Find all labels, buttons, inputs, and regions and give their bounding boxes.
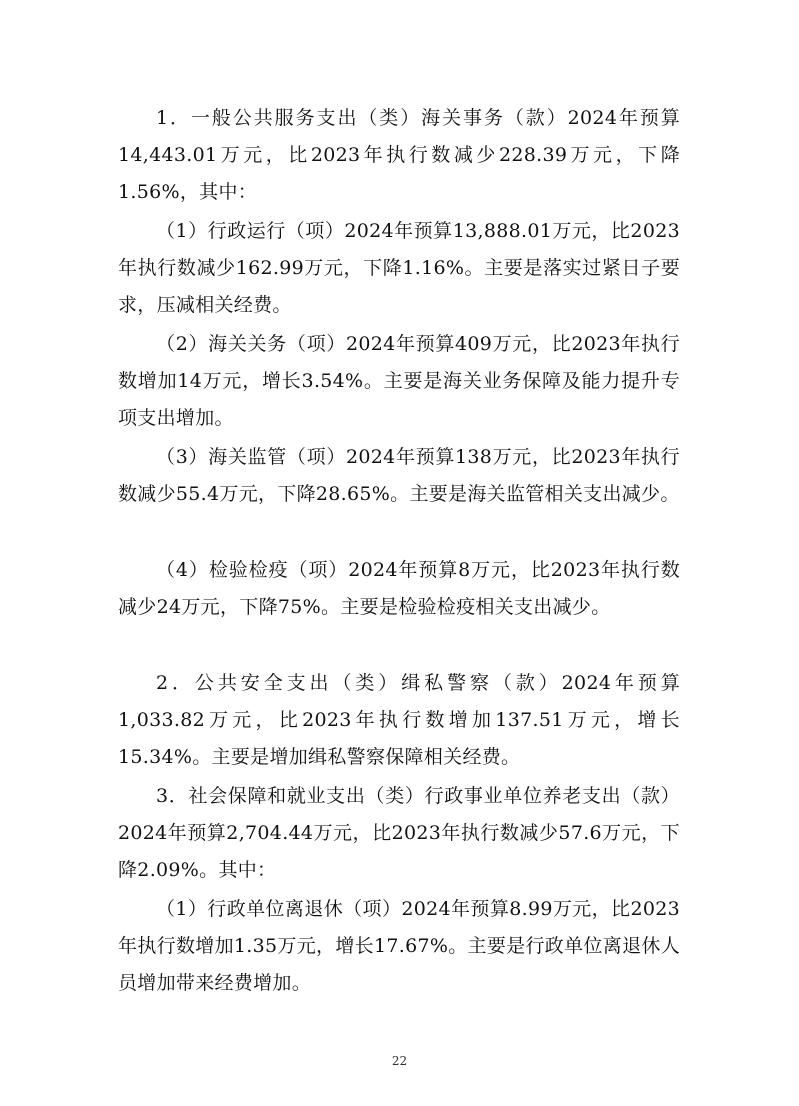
- paragraph-social-security: 3．社会保障和就业支出（类）行政事业单位养老支出（款）2024年预算2,704.44万元，比2023年执行数减少57.6万元，下降2.09%。其中：: [118, 785, 680, 881]
- page-number: 22: [391, 1054, 408, 1068]
- paragraph-public-security: 2．公共安全支出（类）缉私警察（款）2024年预算1,033.82万元，比2023年执行数增加137.51万元，增长15.34%。主要是增加缉私警察保障相关经费。: [118, 672, 680, 768]
- paragraph-customs-supervision: （3）海关监管（项）2024年预算138万元，比2023年执行数减少55.4万元，下降28.65%。主要是海关监管相关支出减少。: [118, 446, 680, 505]
- paragraph-retirement: （1）行政单位离退休（项）2024年预算8.99万元，比2023年执行数增加1.35万元，增长17.67%。主要是行政单位离退休人员增加带来经费增加。: [118, 898, 680, 994]
- paragraph-administrative-operation: （1）行政运行（项）2024年预算13,888.01万元，比2023年执行数减少162.99万元，下降1.16%。主要是落实过紧日子要求，压减相关经费。: [118, 220, 680, 316]
- paragraph-inspection-quarantine: （4）检验检疫（项）2024年预算8万元，比2023年执行数减少24万元，下降75%。主要是检验检疫相关支出减少。: [118, 559, 680, 618]
- paragraph-general-public-services: 1．一般公共服务支出（类）海关事务（款）2024年预算14,443.01万元，比2023年执行数减少228.39万元，下降1.56%，其中：: [118, 107, 680, 203]
- paragraph-customs-affairs: （2）海关关务（项）2024年预算409万元，比2023年执行数增加14万元，增长3.54%。主要是海关业务保障及能力提升专项支出增加。: [118, 333, 680, 429]
